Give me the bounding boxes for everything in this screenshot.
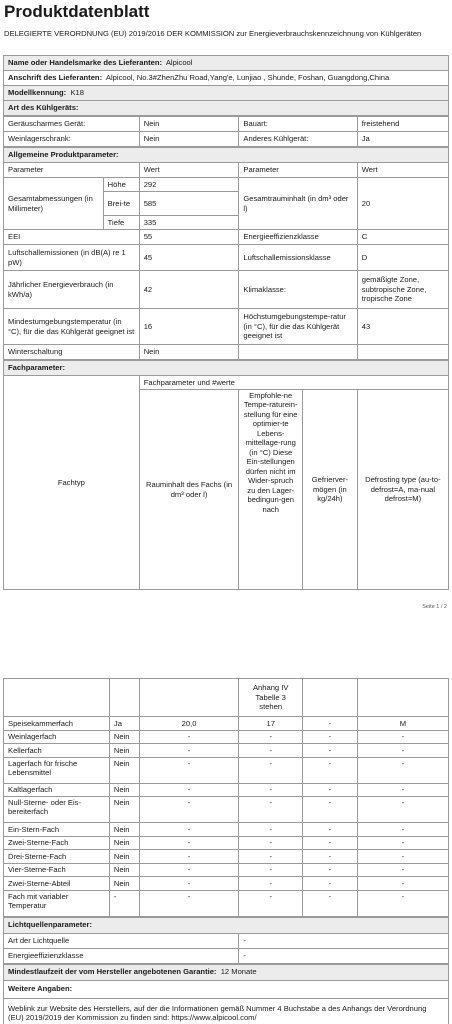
compartment-volume: - <box>139 797 239 823</box>
compartment-defrost: - <box>357 757 448 783</box>
compartment-temp: - <box>239 863 303 877</box>
energy-value: 42 <box>139 271 239 309</box>
eclass-label: Energieeffizienzklasse <box>239 230 357 245</box>
noise-label: Luftschallemissionen (in dB(A) re 1 pW) <box>4 245 140 271</box>
table-row <box>4 863 449 877</box>
eei-label: EEI <box>4 230 140 245</box>
cont-empty-3 <box>139 679 239 717</box>
depth-value: 335 <box>139 216 239 230</box>
compartment-present: Nein <box>109 757 139 783</box>
compartment-name: Zwei-Sterne-Fach <box>4 836 110 850</box>
col-value: Wert <box>139 163 239 178</box>
compartment-volume: - <box>139 823 239 837</box>
col-temp-continued: Anhang IV Tabelle 3 stehen <box>239 679 303 717</box>
table-row <box>4 836 449 850</box>
compartment-name: Kellerfach <box>4 744 110 758</box>
climate-value: gemäßigte Zone, subtropische Zone, tropische Zone <box>357 271 448 309</box>
model-row <box>4 86 449 101</box>
compartment-header: Fachparameter: <box>4 361 449 376</box>
light-header: Lichtquellenparameter: <box>4 917 449 933</box>
noise-value: 45 <box>139 245 239 271</box>
compartment-volume: - <box>139 744 239 758</box>
type-table <box>3 116 449 147</box>
winter-label: Winterschaltung <box>4 345 140 360</box>
datasheet-page-1 <box>3 55 449 590</box>
compartment-present: Nein <box>109 730 139 744</box>
volume-value: 20 <box>357 178 448 230</box>
cont-empty-2 <box>109 679 139 717</box>
model-value: K18 <box>70 88 84 98</box>
winter-empty-1 <box>239 345 357 360</box>
maxtemp-value: 43 <box>357 309 448 345</box>
mintemp-value: 16 <box>139 309 239 345</box>
light-class-label: Energieeffizienzklasse <box>4 948 239 963</box>
col-fachtyp: Fachtyp <box>4 376 140 590</box>
compartment-freeze: - <box>303 836 358 850</box>
page-title: Produktdatenblatt <box>4 2 150 21</box>
wine-label: Weinlagerschrank: <box>4 132 140 147</box>
compartment-defrost: - <box>357 783 448 797</box>
supplier-address-label: Anschrift des Lieferanten: <box>8 73 103 83</box>
supplier-address-value: Alpicool, No.3#ZhenZhu Road,Yang'e, Lunjiao , Shunde, Foshan, Guangdong,China <box>105 73 390 83</box>
compartment-volume: - <box>139 836 239 850</box>
compartment-temp: - <box>239 836 303 850</box>
height-value: 292 <box>139 178 239 192</box>
noiseclass-value: D <box>357 245 448 271</box>
compartment-freeze: - <box>303 890 358 916</box>
table-row <box>4 744 449 758</box>
compartment-present: Nein <box>109 823 139 837</box>
table-row <box>4 850 449 864</box>
compartment-temp: - <box>239 744 303 758</box>
compartment-temp: - <box>239 730 303 744</box>
table-row <box>4 757 449 783</box>
supplier-table <box>3 55 449 116</box>
supplier-name-row <box>4 56 449 71</box>
noiseclass-label: Luftschallemissionsklasse <box>239 245 357 271</box>
compartment-defrost: - <box>357 823 448 837</box>
dims-label: Gesamtabmessungen (in Millimeter) <box>4 178 104 230</box>
wine-value: Nein <box>139 132 239 147</box>
compartment-defrost: - <box>357 744 448 758</box>
regulation-text: DELEGIERTE VERORDNUNG (EU) 2019/2016 DER KOMMISSION zur Energieverbrauchskennzeichnung von Kühlgeräten <box>4 29 422 38</box>
compartment-temp: 17 <box>239 717 303 731</box>
compartment-volume: - <box>139 757 239 783</box>
compartment-temp: - <box>239 797 303 823</box>
low-noise-label: Geräuscharmes Gerät: <box>4 117 140 132</box>
table-row <box>4 890 449 916</box>
light-table <box>3 917 449 964</box>
type-header: Art des Kühlgeräts: <box>4 101 449 116</box>
compartment-present: Nein <box>109 744 139 758</box>
warranty-label: Mindestlaufzeit der vom Hersteller angebotenen Garantie: <box>8 967 217 977</box>
compartment-freeze: - <box>303 757 358 783</box>
compartment-present: Nein <box>109 797 139 823</box>
table-row <box>4 877 449 891</box>
compartment-name: Fach mit variabler Temperatur <box>4 890 110 916</box>
compartment-present: Nein <box>109 783 139 797</box>
compartment-temp: - <box>239 877 303 891</box>
compartment-defrost: M <box>357 717 448 731</box>
compartment-present: Nein <box>109 863 139 877</box>
compartment-freeze: - <box>303 744 358 758</box>
col-volume: Rauminhalt des Fachs (in dm³ oder l) <box>139 390 239 590</box>
light-class-value: - <box>239 948 449 963</box>
col-param: Parameter <box>4 163 140 178</box>
compartment-volume: - <box>139 890 239 916</box>
maxtemp-label: Höchstumgebungstempe-ratur (in °C), für die das Kühlgerät geeignet ist <box>239 309 357 345</box>
cont-empty-4 <box>303 679 358 717</box>
compartment-present: - <box>109 890 139 916</box>
compartment-defrost: - <box>357 890 448 916</box>
further-text: Weblink zur Website des Herstellers, auf der die Informationen gemäß Nummer 4 Buchstabe a des Anhangs der Verordnung (EU) 2019/2019 der Kommission zu finden sind: https://www.alpicool.com/ <box>4 998 449 1024</box>
climate-label: Klimaklasse: <box>239 271 357 309</box>
compartment-name: Vier-Sterne-Fach <box>4 863 110 877</box>
supplier-name-value: Alpicool <box>165 58 193 68</box>
compartment-defrost: - <box>357 730 448 744</box>
compartment-freeze: - <box>303 877 358 891</box>
cont-empty-1 <box>4 679 110 717</box>
compartment-present: Nein <box>109 836 139 850</box>
col-value-2: Wert <box>357 163 448 178</box>
design-label: Bauart: <box>239 117 357 132</box>
compartment-volume: - <box>139 863 239 877</box>
light-type-label: Art der Lichtquelle <box>4 933 239 948</box>
further-header: Weitere Angaben: <box>4 980 449 998</box>
page-number: Seite 1 / 2 <box>422 604 447 610</box>
compartment-volume: - <box>139 877 239 891</box>
width-value: 585 <box>139 192 239 216</box>
other-value: Ja <box>357 132 448 147</box>
compartment-freeze: - <box>303 823 358 837</box>
general-table <box>3 147 449 360</box>
compartment-volume: - <box>139 730 239 744</box>
compartment-freeze: - <box>303 730 358 744</box>
compartment-temp: - <box>239 823 303 837</box>
compartment-freeze: - <box>303 783 358 797</box>
col-freeze: Gefrierver-mögen (in kg/24h) <box>303 390 358 590</box>
table-row <box>4 783 449 797</box>
eei-value: 55 <box>139 230 239 245</box>
compartment-defrost: - <box>357 877 448 891</box>
volume-label: Gesamtrauminhalt (in dm³ oder l) <box>239 178 357 230</box>
compartment-freeze: - <box>303 850 358 864</box>
depth-label: Tiefe <box>103 216 139 230</box>
table-row <box>4 797 449 823</box>
col-temp: Empfohle-ne Tempe-raturein-stellung für eine optimier-te Lebens-mittellage-rung (in °C) Diese Ein-stellungen dürfen nicht im Wider-spruch zu den Lager-bedingun-gen nach <box>239 390 303 590</box>
light-type-value: - <box>239 933 449 948</box>
compartment-present: Nein <box>109 850 139 864</box>
compartment-header-table <box>3 360 449 590</box>
compartment-volume: - <box>139 850 239 864</box>
compartment-temp: - <box>239 757 303 783</box>
winter-value: Nein <box>139 345 239 360</box>
compartment-defrost: - <box>357 850 448 864</box>
datasheet-page-2 <box>3 678 449 1024</box>
compartment-present: Ja <box>109 717 139 731</box>
supplier-address-row <box>4 71 449 86</box>
warranty-row <box>4 964 449 980</box>
low-noise-value: Nein <box>139 117 239 132</box>
height-label: Höhe <box>103 178 139 192</box>
compartment-name: Null-Sterne- oder Eis-bereiterfach <box>4 797 110 823</box>
compartment-volume: 20,0 <box>139 717 239 731</box>
compartment-table <box>3 678 449 917</box>
winter-empty-2 <box>357 345 448 360</box>
compartment-temp: - <box>239 783 303 797</box>
compartment-freeze: - <box>303 717 358 731</box>
compartment-volume: - <box>139 783 239 797</box>
compartment-freeze: - <box>303 797 358 823</box>
table-row <box>4 823 449 837</box>
model-label: Modellkennung: <box>8 88 67 98</box>
compartment-name: Drei-Sterne-Fach <box>4 850 110 864</box>
compartment-name: Kaltlagerfach <box>4 783 110 797</box>
col-defrost: Defrosting type (au-to-defrost=A, ma-nual defrost=M) <box>357 390 448 590</box>
mintemp-label: Mindestumgebungstemperatur (in °C), für die das Kühlgerät geeignet ist <box>4 309 140 345</box>
compartment-freeze: - <box>303 863 358 877</box>
energy-label: Jährlicher Energieverbrauch (in kWh/a) <box>4 271 140 309</box>
compartment-name: Speisekammerfach <box>4 717 110 731</box>
design-value: freistehend <box>357 117 448 132</box>
compartment-defrost: - <box>357 797 448 823</box>
compartment-rows <box>4 717 449 917</box>
other-label: Anderes Kühlgerät: <box>239 132 357 147</box>
table-row <box>4 730 449 744</box>
compartment-name: Lagerfach für frische Lebensmittel <box>4 757 110 783</box>
supplier-name-label: Name oder Handelsmarke des Lieferanten: <box>8 58 163 68</box>
cont-empty-5 <box>357 679 448 717</box>
eclass-value: C <box>357 230 448 245</box>
group-header: Fachparameter und #werte <box>139 376 448 390</box>
compartment-name: Zwei-Sterne-Abteil <box>4 877 110 891</box>
general-header: Allgemeine Produktparameter: <box>4 148 449 163</box>
warranty-value: 12 Monate <box>220 967 257 977</box>
col-param-2: Parameter <box>239 163 357 178</box>
width-label: Brei-te <box>103 192 139 216</box>
compartment-name: Weinlagerfach <box>4 730 110 744</box>
warranty-table <box>3 964 449 1024</box>
table-row <box>4 717 449 731</box>
compartment-temp: - <box>239 850 303 864</box>
compartment-present: Nein <box>109 877 139 891</box>
compartment-temp: - <box>239 890 303 916</box>
compartment-defrost: - <box>357 863 448 877</box>
compartment-name: Ein-Stern-Fach <box>4 823 110 837</box>
compartment-defrost: - <box>357 836 448 850</box>
